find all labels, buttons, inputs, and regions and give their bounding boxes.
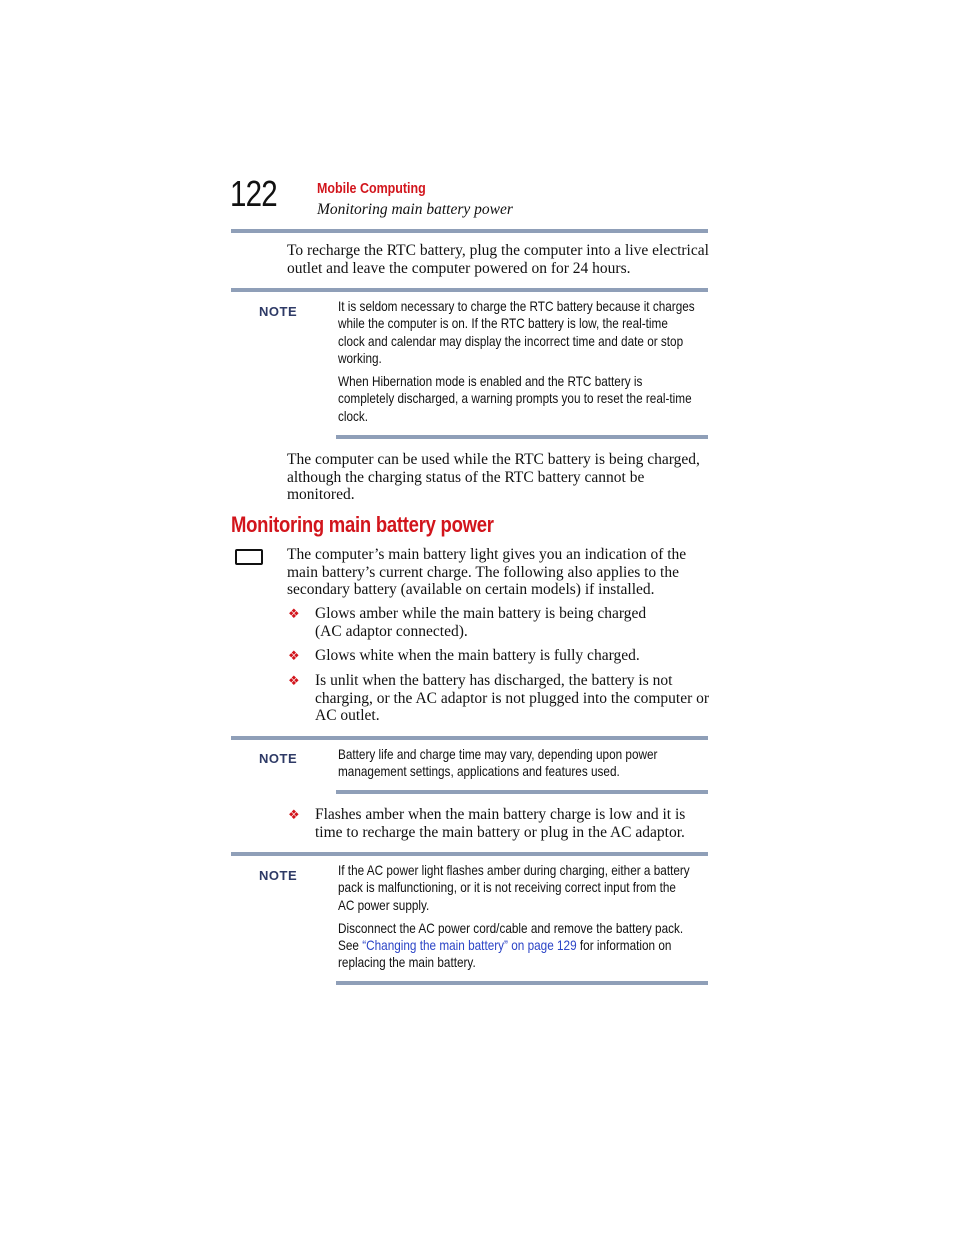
bullet-charged	[315, 647, 640, 665]
note-line: It is seldom necessary to charge the RTC battery because it charges	[338, 298, 695, 314]
note-text-span: See	[338, 937, 363, 954]
note-line: Battery life and charge time may vary, depending upon power	[338, 746, 658, 762]
note-line: management settings, applications and features used.	[338, 763, 620, 780]
paragraph-line: monitored.	[287, 486, 355, 503]
chapter-title: Mobile Computing	[317, 181, 426, 197]
paragraph-line: secondary battery (available on certain models) if installed.	[287, 581, 655, 598]
paragraph-line: outlet and leave the computer powered on for 24 hours.	[287, 259, 631, 277]
note-top-rule	[231, 852, 708, 856]
note-rtc-charging	[338, 298, 708, 425]
bullet-line: time to recharge the main battery or plug in the AC adaptor.	[315, 823, 685, 841]
note-bottom-rule	[336, 981, 708, 985]
note-line: replacing the main battery.	[338, 954, 476, 971]
note-line: If the AC power light flashes amber during charging, either a battery	[338, 862, 690, 878]
bullet-line: Glows white when the main battery is fully charged.	[315, 647, 640, 664]
note-label: NOTE	[259, 868, 298, 883]
paragraph-line: The computer’s main battery light gives you an indication of the	[287, 546, 687, 563]
note-line: When Hibernation mode is enabled and the RTC battery is	[338, 373, 643, 390]
paragraph-line: The computer can be used while the RTC battery is being charged,	[287, 451, 700, 468]
battery-icon	[235, 549, 263, 565]
diamond-bullet-icon: ❖	[288, 648, 300, 663]
note-ac-power	[338, 862, 708, 972]
note-line: clock.	[338, 407, 369, 424]
rtc-recharge-paragraph	[287, 242, 709, 277]
paragraph-line: although the charging status of the RTC battery cannot be	[287, 468, 645, 486]
diamond-bullet-icon: ❖	[288, 807, 300, 822]
bullet-line: charging, or the AC adaptor is not plugged into the computer or	[315, 689, 710, 707]
changing-battery-link[interactable]: “Changing the main battery” on page 129	[362, 937, 577, 954]
note-top-rule	[231, 288, 708, 292]
note-battery-life	[338, 746, 708, 781]
page-number: 122	[230, 173, 277, 214]
note-line: completely discharged, a warning prompts you to reset the real-time	[338, 390, 692, 407]
bullet-line: (AC adaptor connected).	[315, 622, 468, 640]
note-line: working.	[338, 349, 382, 366]
note-bottom-rule	[336, 435, 708, 439]
paragraph-line: main battery’s current charge. The following also applies to the	[287, 563, 679, 581]
bullet-line: AC outlet.	[315, 707, 380, 724]
bullet-line: Glows amber while the main battery is being charged	[315, 605, 647, 622]
note-bottom-rule	[336, 790, 708, 794]
bullet-line: Flashes amber when the main battery charge is low and it is	[315, 806, 686, 823]
diamond-bullet-icon: ❖	[288, 673, 300, 688]
note-line: while the computer is on. If the RTC battery is low, the real-time	[338, 315, 668, 332]
battery-intro-paragraph	[287, 546, 686, 599]
note-line	[338, 937, 708, 954]
header-rule	[231, 229, 708, 233]
rtc-usage-paragraph	[287, 451, 700, 504]
bullet-charging	[315, 605, 646, 640]
bullet-unlit	[315, 672, 709, 725]
section-heading: Monitoring main battery power	[231, 512, 494, 537]
note-text-span: for information on	[576, 937, 672, 954]
bullet-line: Is unlit when the battery has discharged, the battery is not	[315, 672, 673, 689]
note-label: NOTE	[259, 751, 298, 766]
note-line: pack is malfunctioning, or it is not receiving correct input from the	[338, 879, 676, 896]
paragraph-line: To recharge the RTC battery, plug the computer into a live electrical	[287, 242, 709, 259]
diamond-bullet-icon: ❖	[288, 606, 300, 621]
note-line: Disconnect the AC power cord/cable and remove the battery pack.	[338, 919, 684, 936]
bullet-flashes	[315, 806, 685, 841]
note-top-rule	[231, 736, 708, 740]
note-label: NOTE	[259, 304, 298, 319]
note-line: AC power supply.	[338, 896, 430, 913]
section-subtitle: Monitoring main battery power	[317, 201, 513, 218]
note-line: clock and calendar may display the incorrect time and date or stop	[338, 332, 684, 349]
